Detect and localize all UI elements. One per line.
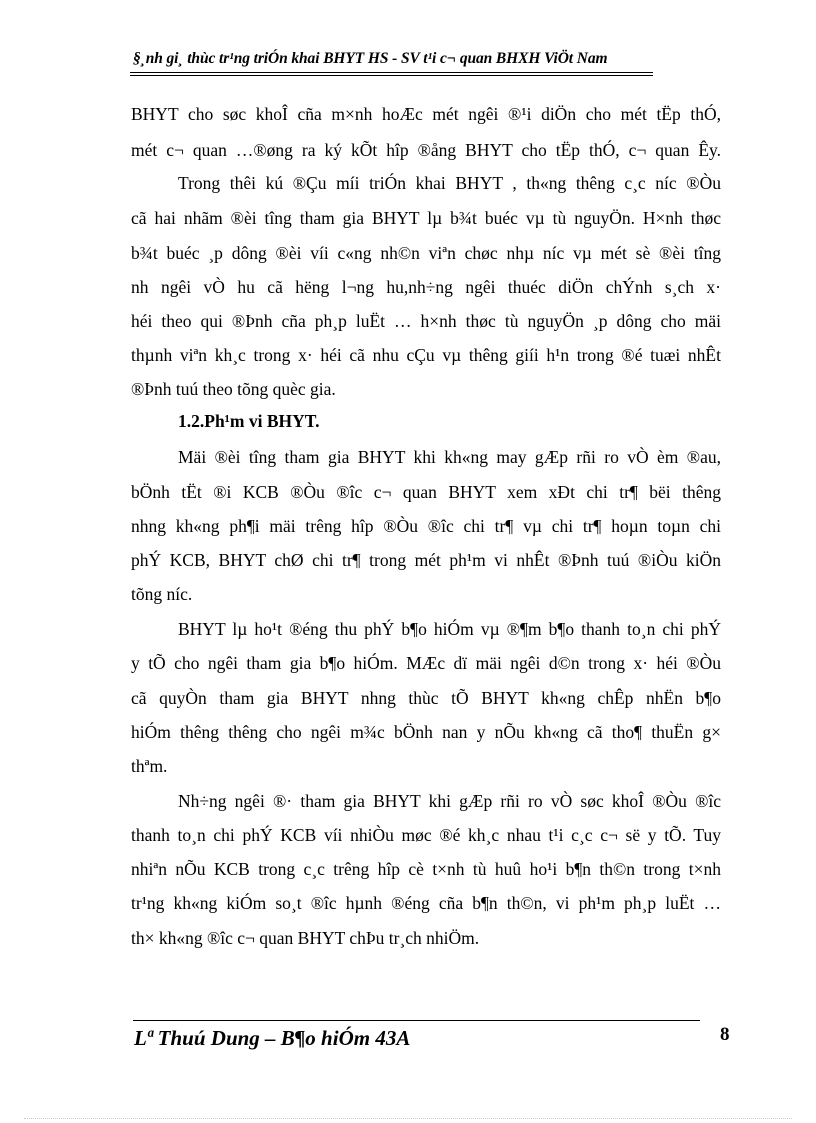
body-line: b¾t buéc ¸p dông ®èi víi c«ng nh©n viªn chøc nhµ níc vµ mét sè ®èi tîng [131, 243, 721, 263]
body-line: héi theo qui ®Þnh cña ph¸p luËt … h×nh thøc tù nguyÖn ¸p dông cho mäi [131, 311, 721, 331]
body-line: thªm. [131, 756, 168, 776]
body-line: ®Þnh tuú theo tõng quèc gia. [131, 379, 336, 399]
body-line: mét c¬ quan …®øng ra ký kÕt hîp ®ång BHYT cho tËp thÓ, c¬ quan Êy. [131, 140, 721, 160]
body-line: thµnh viªn kh¸c trong x· héi cã nhu cÇu vµ thêng giíi h¹n trong ®é tuæi nhÊt [131, 345, 721, 365]
body-line: nh ngêi vÒ hu cã hëng l¬ng hu,nh÷ng ngêi thuéc diÖn chÝnh s¸ch x· [131, 277, 721, 297]
body-line: BHYT lµ ho¹t ®éng thu phÝ b¶o hiÓm vµ ®¶m b¶o thanh to¸n chi phÝ [178, 619, 721, 639]
body-line: hiÓm thêng thêng cho ngêi m¾c bÖnh nan y nÕu kh«ng cã tho¶ thuËn g× [131, 722, 721, 742]
body-line: thanh to¸n chi phÝ KCB víi nhiÒu møc ®é kh¸c nhau t¹i c¸c c¬ së y tÕ. Tuy [131, 825, 721, 845]
body-line: cã hai nhãm ®èi tîng tham gia BHYT lµ b¾t buéc vµ tù nguyÖn. H×nh thøc [131, 208, 721, 228]
page-header-title: §¸nh gi¸ thùc tr¹ng triÓn khai BHYT HS - SV t¹i c¬ quan BHXH ViÖt Nam [133, 50, 608, 67]
body-line: BHYT cho søc khoÎ cña m×nh hoÆc mét ngêi ®¹i diÖn cho mét tËp thÓ, [131, 104, 721, 124]
body-line: tõng níc. [131, 584, 193, 604]
body-line: y tÕ cho ngêi tham gia b¶o hiÓm. MÆc dï mäi ngêi d©n trong x· héi ®Òu [131, 653, 721, 673]
body-line: Trong thêi kú ®Çu míi triÓn khai BHYT , th«ng thêng c¸c níc ®Òu [178, 173, 721, 193]
body-line: bÖnh tËt ®i KCB ®Òu ®îc c¬ quan BHYT xem xÐt chi tr¶ bëi thêng [131, 482, 721, 502]
body-line: th× kh«ng ®îc c¬ quan BHYT chÞu tr¸ch nhiÖm. [131, 928, 480, 948]
footer-rule [133, 1020, 700, 1021]
section-heading: 1.2.Ph¹m vi BHYT. [178, 411, 320, 431]
header-rule-thin [130, 75, 653, 76]
body-line: nhiªn nÕu KCB trong c¸c trêng hîp cè t×nh tù huû ho¹i b¶n th©n trong t×nh [131, 859, 721, 879]
footer-author: Lª Thuú Dung – B¶o hiÓm 43A [134, 1026, 411, 1050]
body-line: Nh÷ng ngêi ®· tham gia BHYT khi gÆp rñi ro vÒ søc khoÎ ®Òu ®îc [178, 791, 721, 811]
page-edge-divider [24, 1118, 792, 1119]
body-line: cã quyÒn tham gia BHYT nhng thùc tÕ BHYT kh«ng chÊp nhËn b¶o [131, 688, 721, 708]
page-number: 8 [720, 1024, 730, 1045]
body-line: Mäi ®èi tîng tham gia BHYT khi kh«ng may gÆp rñi ro vÒ èm ®au, [178, 447, 721, 467]
body-line: tr¹ng kh«ng kiÓm so¸t ®îc hµnh ®éng cña b¶n th©n, vi ph¹m ph¸p luËt … [131, 893, 721, 913]
body-line: phÝ KCB, BHYT chØ chi tr¶ trong mét ph¹m vi nhÊt ®Þnh tuú ®iÒu kiÖn [131, 550, 721, 570]
header-rule [130, 72, 653, 73]
body-line: nhng kh«ng ph¶i mäi trêng hîp ®Òu ®îc chi tr¶ vµ chi tr¶ hoµn toµn chi [131, 516, 721, 536]
